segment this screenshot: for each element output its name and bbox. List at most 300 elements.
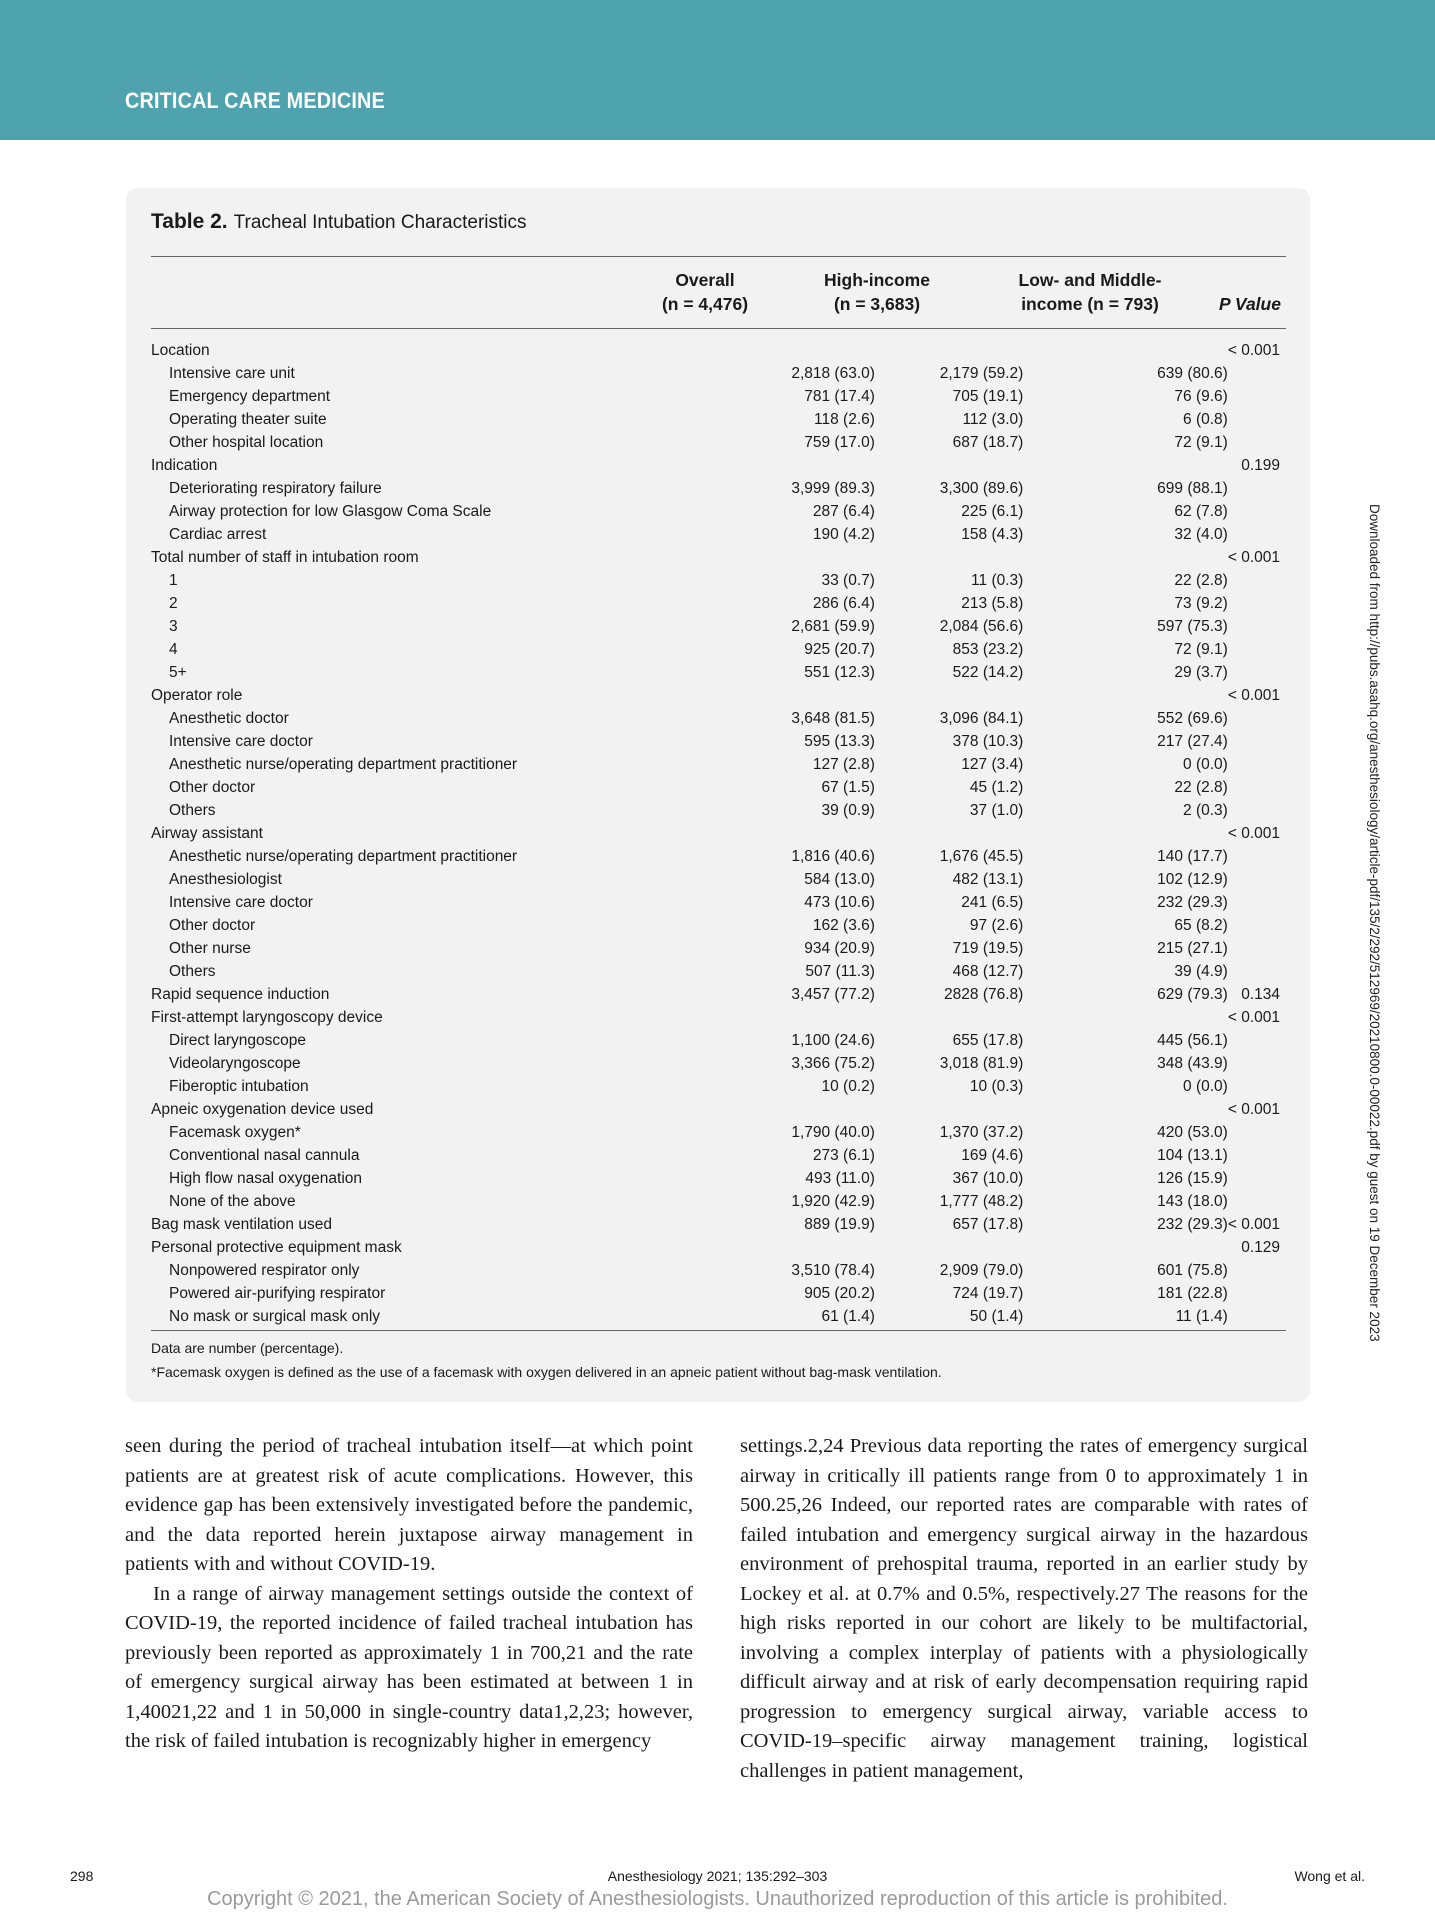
cell-p-value-text: < 0.001 — [1227, 1101, 1280, 1118]
cell-lmic — [1023, 730, 1228, 753]
cell-high-income-text: 213 (5.8) — [961, 595, 1024, 612]
col-header-overall — [640, 268, 770, 316]
cell-high-income-text: 2,909 (79.0) — [939, 1262, 1024, 1279]
cell-lmic — [1023, 845, 1228, 868]
cell-overall — [588, 1098, 874, 1121]
cell-p-value-text: < 0.001 — [1227, 342, 1280, 359]
row-label — [151, 385, 588, 408]
table-rule-header — [151, 328, 1286, 329]
cell-overall — [588, 914, 874, 937]
cell-high-income — [874, 1190, 1023, 1213]
cell-lmic-text: 181 (22.8) — [1157, 1285, 1228, 1302]
cell-lmic-text: 11 (1.4) — [1175, 1308, 1228, 1325]
cell-high-income — [874, 1052, 1023, 1075]
cell-overall-text: 595 (13.3) — [804, 733, 875, 750]
cell-p-value — [1228, 431, 1286, 454]
cell-p-value — [1228, 776, 1286, 799]
cell-overall-text: 3,510 (78.4) — [791, 1262, 875, 1279]
cell-high-income — [874, 983, 1023, 1006]
cell-p-value — [1228, 891, 1286, 914]
cell-overall-text: 1,790 (40.0) — [791, 1124, 875, 1141]
cell-p-value-text: 0.199 — [1241, 457, 1280, 474]
table-row — [151, 914, 1286, 937]
row-label-text: 5+ — [169, 664, 187, 681]
cell-high-income — [874, 1144, 1023, 1167]
row-label — [151, 362, 588, 385]
cell-overall-text: 3,648 (81.5) — [791, 710, 875, 727]
col-header-high-income — [807, 268, 947, 316]
cell-lmic — [1023, 937, 1228, 960]
table-row — [151, 477, 1286, 500]
cell-overall-text: 493 (11.0) — [805, 1170, 875, 1187]
table-row — [151, 1305, 1286, 1328]
row-label-text: Operator role — [151, 687, 243, 704]
row-label — [151, 937, 588, 960]
cell-overall-text: 889 (19.9) — [804, 1216, 875, 1233]
table-row — [151, 1282, 1286, 1305]
cell-high-income-text: 225 (6.1) — [961, 503, 1024, 520]
cell-high-income — [874, 868, 1023, 891]
row-label — [151, 730, 588, 753]
row-label-text: 1 — [169, 572, 178, 589]
data-table — [151, 339, 1286, 1328]
table-row — [151, 891, 1286, 914]
row-label — [151, 684, 588, 707]
cell-overall — [588, 1144, 874, 1167]
cell-high-income — [874, 707, 1023, 730]
col-header-p-label: P Value — [1219, 294, 1281, 314]
table-footnote-2: *Facemask oxygen is defined as the use of a facemask with oxygen delivered in an apneic patient without bag-mask ventilation. — [151, 1364, 942, 1380]
table-row — [151, 937, 1286, 960]
cell-lmic-text: 699 (88.1) — [1157, 480, 1228, 497]
cell-p-value — [1228, 569, 1286, 592]
cell-lmic — [1023, 914, 1228, 937]
cell-high-income-text: 522 (14.2) — [952, 664, 1024, 681]
cell-lmic — [1023, 546, 1228, 569]
cell-overall — [588, 1029, 874, 1052]
row-label-text: 4 — [169, 641, 178, 658]
row-label — [151, 868, 588, 891]
table-row — [151, 523, 1286, 546]
table-row — [151, 1167, 1286, 1190]
cell-overall-text: 127 (2.8) — [812, 756, 875, 773]
cell-overall — [588, 684, 874, 707]
col-header-overall-line1: Overall — [675, 270, 735, 290]
row-label — [151, 776, 588, 799]
row-label-text: Nonpowered respirator only — [169, 1262, 360, 1279]
row-label — [151, 431, 588, 454]
cell-overall — [588, 1213, 874, 1236]
cell-p-value — [1228, 408, 1286, 431]
cell-overall — [588, 891, 874, 914]
cell-lmic-text: 143 (18.0) — [1157, 1193, 1228, 1210]
cell-lmic-text: 445 (56.1) — [1157, 1032, 1228, 1049]
cell-p-value — [1228, 661, 1286, 684]
cell-overall-text: 118 (2.6) — [814, 411, 875, 428]
cell-p-value — [1228, 960, 1286, 983]
row-label-text: None of the above — [169, 1193, 296, 1210]
cell-overall — [588, 500, 874, 523]
row-label — [151, 546, 588, 569]
row-label — [151, 615, 588, 638]
cell-p-value — [1228, 1213, 1286, 1236]
cell-lmic-text: 6 (0.8) — [1183, 411, 1228, 428]
cell-overall — [588, 1006, 874, 1029]
cell-overall-text: 905 (20.2) — [804, 1285, 875, 1302]
body-paragraph-left-1 — [125, 1432, 693, 1580]
row-label-text: 2 — [169, 595, 178, 612]
row-label-text: Fiberoptic intubation — [169, 1078, 309, 1095]
cell-high-income — [874, 1006, 1023, 1029]
cell-high-income — [874, 339, 1023, 362]
row-label-text: Other doctor — [169, 917, 256, 934]
cell-high-income — [874, 914, 1023, 937]
row-label — [151, 408, 588, 431]
cell-high-income-text: 2828 (76.8) — [944, 986, 1024, 1003]
cell-lmic — [1023, 454, 1228, 477]
cell-overall-text: 61 (1.4) — [821, 1308, 875, 1325]
cell-lmic — [1023, 1029, 1228, 1052]
row-label-text: Airway assistant — [151, 825, 263, 842]
row-label — [151, 592, 588, 615]
cell-high-income-text: 3,096 (84.1) — [939, 710, 1024, 727]
cell-high-income-text: 1,676 (45.5) — [939, 848, 1024, 865]
row-label-text: 3 — [169, 618, 178, 635]
table-row — [151, 339, 1286, 362]
cell-overall — [588, 1121, 874, 1144]
cell-overall — [588, 1259, 874, 1282]
cell-overall — [588, 937, 874, 960]
cell-high-income-text: 705 (19.1) — [952, 388, 1024, 405]
row-label — [151, 960, 588, 983]
cell-high-income — [874, 661, 1023, 684]
cell-high-income — [874, 1075, 1023, 1098]
row-label — [151, 1052, 588, 1075]
table-row — [151, 1259, 1286, 1282]
cell-p-value — [1228, 868, 1286, 891]
cell-overall-text: 1,100 (24.6) — [791, 1032, 875, 1049]
cell-overall-text: 3,457 (77.2) — [791, 986, 875, 1003]
cell-lmic-text: 420 (53.0) — [1157, 1124, 1228, 1141]
row-label — [151, 799, 588, 822]
cell-overall — [588, 730, 874, 753]
row-label — [151, 523, 588, 546]
table-row — [151, 684, 1286, 707]
cell-overall — [588, 339, 874, 362]
table-row — [151, 385, 1286, 408]
row-label-text: Bag mask ventilation used — [151, 1216, 332, 1233]
cell-high-income-text: 11 (0.3) — [971, 572, 1024, 589]
cell-high-income-text: 2,084 (56.6) — [939, 618, 1024, 635]
body-column-left — [125, 1432, 693, 1757]
row-label-text: Intensive care doctor — [169, 733, 313, 750]
cell-p-value — [1228, 1098, 1286, 1121]
cell-high-income-text: 719 (19.5) — [952, 940, 1024, 957]
cell-lmic — [1023, 983, 1228, 1006]
cell-high-income-text: 50 (1.4) — [969, 1308, 1024, 1325]
cell-lmic — [1023, 707, 1228, 730]
cell-p-value — [1228, 1006, 1286, 1029]
cell-lmic-text: 597 (75.3) — [1157, 618, 1228, 635]
cell-high-income — [874, 960, 1023, 983]
row-label-text: Others — [169, 802, 216, 819]
cell-overall — [588, 776, 874, 799]
cell-overall — [588, 1236, 874, 1259]
cell-p-value — [1228, 454, 1286, 477]
cell-overall-text: 67 (1.5) — [821, 779, 875, 796]
cell-overall-text: 287 (6.4) — [812, 503, 875, 520]
cell-p-value — [1228, 1029, 1286, 1052]
cell-high-income — [874, 1029, 1023, 1052]
cell-overall — [588, 960, 874, 983]
table-row — [151, 454, 1286, 477]
cell-high-income — [874, 1098, 1023, 1121]
cell-lmic — [1023, 1305, 1228, 1328]
cell-p-value — [1228, 1075, 1286, 1098]
cell-overall-text: 273 (6.1) — [812, 1147, 875, 1164]
cell-lmic — [1023, 592, 1228, 615]
table-row — [151, 822, 1286, 845]
row-label — [151, 1075, 588, 1098]
cell-lmic-text: 552 (69.6) — [1157, 710, 1228, 727]
cell-overall — [588, 1167, 874, 1190]
cell-p-value-text: < 0.001 — [1227, 825, 1280, 842]
col-header-lmic-line2: income (n = 793) — [1021, 294, 1159, 314]
row-label — [151, 1236, 588, 1259]
cell-overall — [588, 822, 874, 845]
cell-lmic — [1023, 776, 1228, 799]
cell-p-value — [1228, 362, 1286, 385]
row-label-text: Operating theater suite — [169, 411, 327, 428]
table-row — [151, 362, 1286, 385]
cell-p-value — [1228, 339, 1286, 362]
cell-lmic — [1023, 1282, 1228, 1305]
col-header-overall-line2: (n = 4,476) — [661, 294, 749, 314]
cell-overall-text: 473 (10.6) — [804, 894, 875, 911]
cell-p-value-text: 0.129 — [1241, 1239, 1280, 1256]
cell-lmic-text: 22 (2.8) — [1174, 572, 1228, 589]
cell-lmic-text: 0 (0.0) — [1183, 1078, 1228, 1095]
cell-overall-text: 33 (0.7) — [821, 572, 875, 589]
cell-high-income — [874, 362, 1023, 385]
cell-lmic-text: 348 (43.9) — [1157, 1055, 1228, 1072]
body-paragraph-left-2 — [125, 1580, 693, 1757]
cell-overall — [588, 983, 874, 1006]
row-label-text: Videolaryngoscope — [169, 1055, 301, 1072]
row-label-text: Conventional nasal cannula — [169, 1147, 360, 1164]
header-band — [0, 0, 1435, 140]
cell-p-value — [1228, 477, 1286, 500]
cell-lmic-text: 72 (9.1) — [1174, 641, 1228, 658]
row-label-text: Rapid sequence induction — [151, 986, 330, 1003]
cell-overall-text: 759 (17.0) — [804, 434, 875, 451]
cell-high-income — [874, 1305, 1023, 1328]
table-row — [151, 983, 1286, 1006]
cell-p-value — [1228, 799, 1286, 822]
cell-high-income-text: 169 (4.6) — [961, 1147, 1024, 1164]
cell-lmic — [1023, 500, 1228, 523]
table-row — [151, 1029, 1286, 1052]
cell-lmic — [1023, 362, 1228, 385]
cell-overall-text: 286 (6.4) — [812, 595, 875, 612]
row-label-text: Emergency department — [169, 388, 331, 405]
table-row — [151, 799, 1286, 822]
row-label — [151, 914, 588, 937]
cell-high-income-text: 687 (18.7) — [952, 434, 1024, 451]
cell-overall — [588, 546, 874, 569]
cell-lmic — [1023, 1121, 1228, 1144]
cell-high-income — [874, 1167, 1023, 1190]
row-label — [151, 1167, 588, 1190]
row-label — [151, 983, 588, 1006]
row-label-text: Other hospital location — [169, 434, 324, 451]
cell-lmic — [1023, 1006, 1228, 1029]
cell-p-value — [1228, 937, 1286, 960]
body-paragraph-right-1 — [740, 1432, 1308, 1786]
cell-high-income-text: 657 (17.8) — [952, 1216, 1024, 1233]
cell-p-value — [1228, 523, 1286, 546]
cell-high-income — [874, 845, 1023, 868]
cell-p-value — [1228, 684, 1286, 707]
cell-lmic-text: 0 (0.0) — [1183, 756, 1228, 773]
row-label — [151, 1259, 588, 1282]
row-label — [151, 845, 588, 868]
cell-p-value — [1228, 1167, 1286, 1190]
section-title: CRITICAL CARE MEDICINE — [125, 88, 385, 113]
cell-overall-text: 507 (11.3) — [805, 963, 875, 980]
body-text-left-1: seen during the period of tracheal intubation itself—at which point patients are at greatest risk of acute complications. However, this evidence gap has been extensively investigated before the pandemic, and the data reported herein juxtapose airway management in patients with and without COVID-19. — [125, 1435, 693, 1575]
cell-high-income — [874, 891, 1023, 914]
row-label-text: Cardiac arrest — [169, 526, 267, 543]
cell-high-income-text: 10 (0.3) — [969, 1078, 1024, 1095]
cell-overall — [588, 753, 874, 776]
row-label-text: Personal protective equipment mask — [151, 1239, 402, 1256]
cell-overall — [588, 569, 874, 592]
row-label — [151, 1213, 588, 1236]
cell-lmic-text: 65 (8.2) — [1174, 917, 1228, 934]
row-label-text: Other doctor — [169, 779, 256, 796]
cell-overall — [588, 661, 874, 684]
cell-overall-text: 781 (17.4) — [804, 388, 875, 405]
cell-overall — [588, 454, 874, 477]
cell-high-income — [874, 753, 1023, 776]
cell-overall — [588, 362, 874, 385]
cell-high-income-text: 112 (3.0) — [962, 411, 1024, 428]
table-row — [151, 431, 1286, 454]
row-label-text: Anesthetic doctor — [169, 710, 289, 727]
cell-p-value — [1228, 1282, 1286, 1305]
col-header-high-line2: (n = 3,683) — [833, 294, 921, 314]
row-label-text: Deteriorating respiratory failure — [169, 480, 382, 497]
cell-lmic-text: 232 (29.3) — [1157, 1216, 1228, 1233]
table-row — [151, 1121, 1286, 1144]
cell-overall-text: 39 (0.9) — [821, 802, 875, 819]
cell-lmic-text: 104 (13.1) — [1157, 1147, 1228, 1164]
cell-lmic — [1023, 615, 1228, 638]
row-label — [151, 477, 588, 500]
cell-overall — [588, 1052, 874, 1075]
table-row — [151, 1006, 1286, 1029]
cell-high-income — [874, 546, 1023, 569]
table-row — [151, 1052, 1286, 1075]
cell-p-value — [1228, 500, 1286, 523]
table-footnote-1: Data are number (percentage). — [151, 1340, 344, 1356]
row-label — [151, 1121, 588, 1144]
cell-p-value — [1228, 983, 1286, 1006]
cell-high-income-text: 45 (1.2) — [969, 779, 1024, 796]
cell-lmic — [1023, 868, 1228, 891]
cell-p-value — [1228, 1259, 1286, 1282]
cell-p-value — [1228, 1121, 1286, 1144]
cell-high-income — [874, 523, 1023, 546]
cell-overall-text: 2,681 (59.9) — [791, 618, 875, 635]
cell-lmic-text: 126 (15.9) — [1157, 1170, 1228, 1187]
table-row — [151, 546, 1286, 569]
cell-p-value-text: 0.134 — [1241, 986, 1280, 1003]
table-row — [151, 1213, 1286, 1236]
row-label-text: High flow nasal oxygenation — [169, 1170, 363, 1187]
cell-overall — [588, 592, 874, 615]
table-rule-top — [151, 256, 1286, 257]
cell-lmic-text: 29 (3.7) — [1174, 664, 1228, 681]
cell-overall-text: 934 (20.9) — [804, 940, 875, 957]
cell-high-income — [874, 615, 1023, 638]
cell-high-income-text: 2,179 (59.2) — [939, 365, 1024, 382]
row-label — [151, 1098, 588, 1121]
cell-overall-text: 10 (0.2) — [821, 1078, 875, 1095]
cell-high-income — [874, 385, 1023, 408]
cell-lmic — [1023, 339, 1228, 362]
cell-p-value — [1228, 730, 1286, 753]
cell-overall — [588, 408, 874, 431]
cell-p-value — [1228, 592, 1286, 615]
cell-lmic — [1023, 753, 1228, 776]
table-row — [151, 500, 1286, 523]
table-rule-bottom — [151, 1330, 1286, 1331]
row-label — [151, 638, 588, 661]
cell-p-value — [1228, 385, 1286, 408]
col-header-lmic-line1: Low- and Middle- — [1018, 270, 1162, 290]
row-label-text: Intensive care unit — [169, 365, 295, 382]
table-row — [151, 592, 1286, 615]
row-label — [151, 1144, 588, 1167]
cell-lmic — [1023, 1075, 1228, 1098]
cell-lmic — [1023, 477, 1228, 500]
cell-overall-text: 925 (20.7) — [804, 641, 875, 658]
page-number: 298 — [70, 1868, 94, 1884]
cell-overall-text: 3,366 (75.2) — [791, 1055, 875, 1072]
row-label — [151, 500, 588, 523]
cell-overall — [588, 868, 874, 891]
cell-lmic — [1023, 960, 1228, 983]
cell-high-income — [874, 822, 1023, 845]
row-label-text: Location — [151, 342, 210, 359]
cell-p-value-text: < 0.001 — [1227, 549, 1280, 566]
cell-lmic — [1023, 661, 1228, 684]
cell-lmic — [1023, 1144, 1228, 1167]
cell-lmic — [1023, 523, 1228, 546]
cell-high-income — [874, 1259, 1023, 1282]
table-row — [151, 868, 1286, 891]
cell-overall-text: 584 (13.0) — [804, 871, 875, 888]
cell-overall — [588, 707, 874, 730]
cell-high-income — [874, 408, 1023, 431]
cell-overall — [588, 1305, 874, 1328]
cell-high-income-text: 468 (12.7) — [952, 963, 1024, 980]
cell-high-income-text: 367 (10.0) — [952, 1170, 1024, 1187]
row-label — [151, 1006, 588, 1029]
row-label — [151, 891, 588, 914]
